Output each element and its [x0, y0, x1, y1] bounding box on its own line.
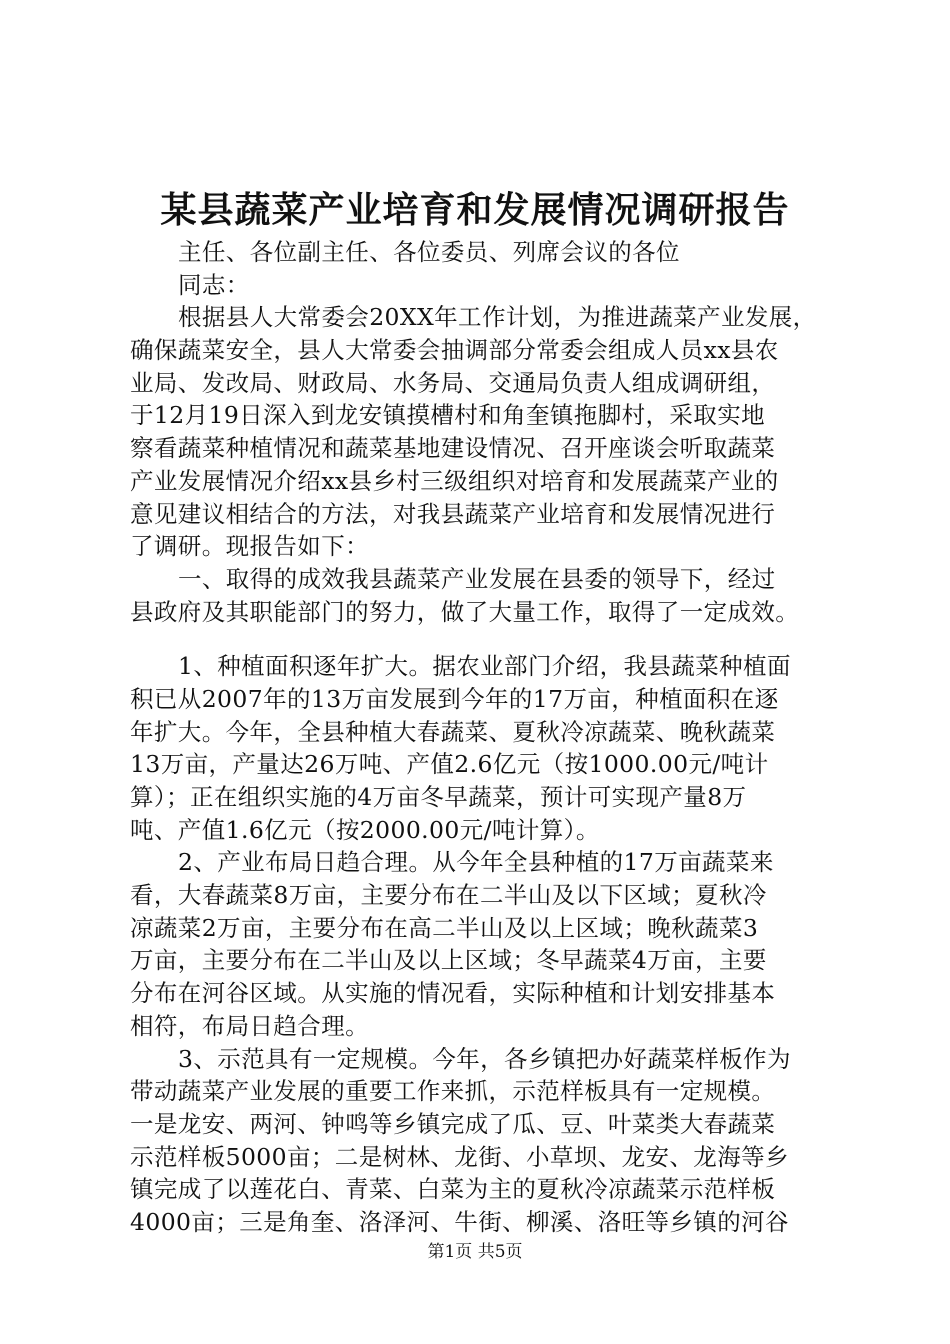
paragraph-line: 年扩大。今年，全县种植大春蔬菜、夏秋冷凉蔬菜、晚秋蔬菜: [130, 717, 776, 746]
paragraph-line: 带动蔬菜产业发展的重要工作来抓，示范样板具有一定规模。: [130, 1077, 776, 1106]
document-title: 某县蔬菜产业培育和发展情况调研报告: [160, 189, 790, 231]
paragraph-line: 凉蔬菜2万亩，主要分布在高二半山及以上区域；晚秋蔬菜3: [130, 913, 759, 942]
paragraph-line: 县政府及其职能部门的努力，做了大量工作，取得了一定成效。: [130, 597, 800, 626]
paragraph-line: 算）；正在组织实施的4万亩冬早蔬菜，预计可实现产量8万: [130, 783, 747, 811]
paragraph-line: 2、产业布局日趋合理。从今年全县种植的17万亩蔬菜来: [178, 848, 774, 877]
document-body: [130, 236, 830, 1239]
paragraph-line: 察看蔬菜种植情况和蔬菜基地建设情况、召开座谈会听取蔬菜: [130, 434, 776, 463]
paragraph-line: 3、示范具有一定规模。今年，各乡镇把办好蔬菜样板作为: [178, 1044, 791, 1073]
paragraph-line: 于12月19日深入到龙安镇摸槽村和角奎镇拖脚村，采取实地: [130, 401, 766, 430]
paragraph-line: 1、种植面积逐年扩大。据农业部门介绍，我县蔬菜种植面: [178, 652, 791, 681]
paragraph-line: 一是龙安、两河、钟鸣等乡镇完成了瓜、豆、叶菜类大春蔬菜: [130, 1109, 776, 1138]
paragraph-line: 13万亩，产量达26万吨、产值2.6亿元（按1000.00元/吨计: [130, 750, 769, 779]
paragraph-line: 看，大春蔬菜8万亩，主要分布在二半山及以下区域；夏秋冷: [130, 881, 767, 910]
page-footer: 第1页 共5页: [427, 1242, 523, 1262]
paragraph-spacer: [130, 628, 830, 650]
paragraph-line: 镇完成了以莲花白、青菜、白菜为主的夏秋冷凉蔬菜示范样板: [130, 1175, 776, 1204]
section-heading-line: 一、取得的成效我县蔬菜产业发展在县委的领导下，经过: [178, 564, 776, 593]
paragraph-line: 示范样板5000亩；二是树林、龙街、小草坝、龙安、龙海等乡: [130, 1142, 789, 1171]
paragraph-line: 意见建议相结合的方法，对我县蔬菜产业培育和发展情况进行: [130, 499, 776, 528]
salutation-line: 主任、各位副主任、各位委员、列席会议的各位: [178, 238, 680, 266]
paragraph-line: 确保蔬菜安全，县人大常委会抽调部分常委会组成人员xx县农: [130, 336, 779, 365]
paragraph-line: 了调研。现报告如下：: [130, 532, 369, 561]
paragraph-line: 吨、产值1.6亿元（按2000.00元/吨计算）。: [130, 815, 600, 844]
paragraph-line: 4000亩；三是角奎、洛泽河、牛街、柳溪、洛旺等乡镇的河谷: [130, 1207, 789, 1236]
paragraph-line: 业局、发改局、财政局、水务局、交通局负责人组成调研组，: [130, 368, 776, 397]
paragraph-line: 万亩，主要分布在二半山及以上区域；冬早蔬菜4万亩，主要: [130, 946, 767, 975]
paragraph-line: 产业发展情况介绍xx县乡村三级组织对培育和发展蔬菜产业的: [130, 466, 779, 495]
paragraph-line: 积已从2007年的13万亩发展到今年的17万亩，种植面积在逐: [130, 684, 779, 713]
salutation-line: 同志：: [178, 270, 250, 299]
paragraph-line: 相符，布局日趋合理。: [130, 1011, 369, 1040]
paragraph-line: 根据县人大常委会20XX年工作计划，为推进蔬菜产业发展，: [178, 303, 817, 332]
paragraph-line: 分布在河谷区域。从实施的情况看，实际种植和计划安排基本: [130, 979, 776, 1008]
